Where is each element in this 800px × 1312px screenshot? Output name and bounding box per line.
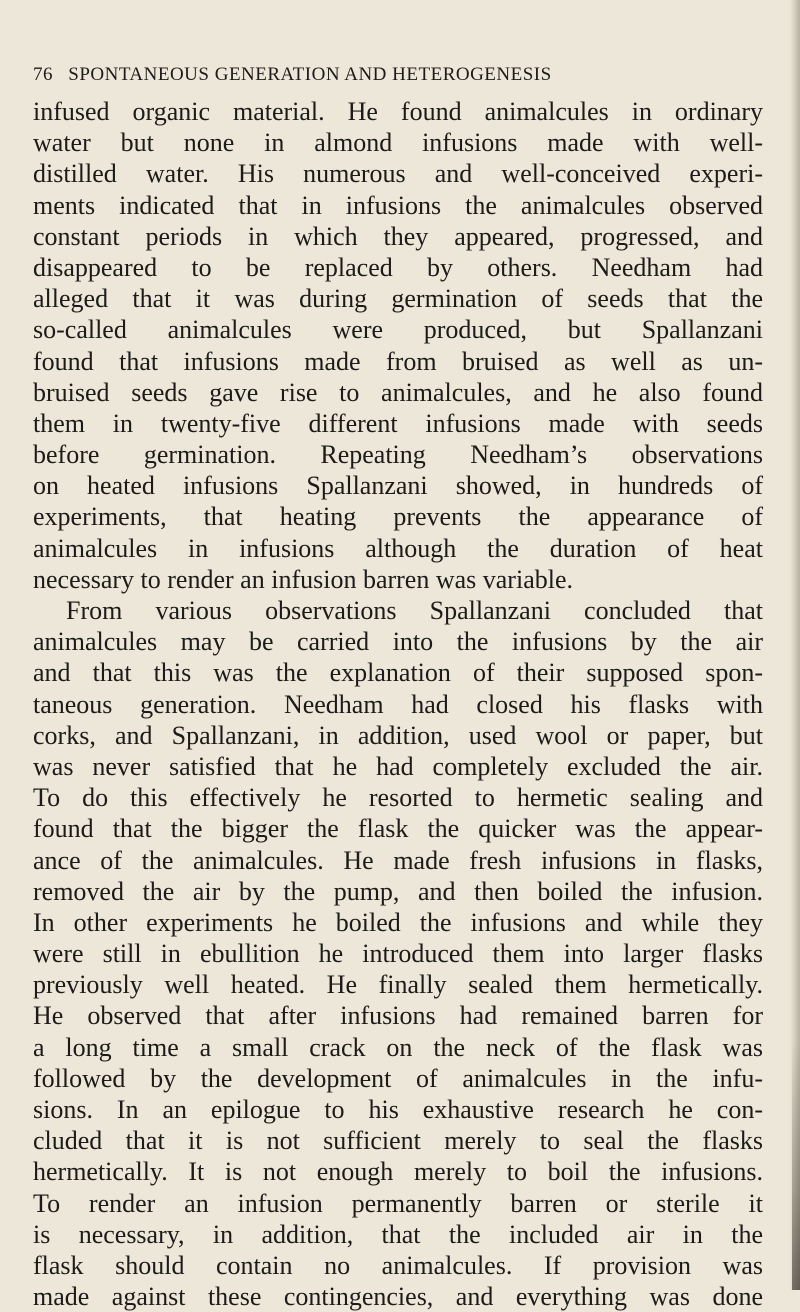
text-line: He observed that after infusions had remained barren for [33,1001,763,1031]
text-line: them in twenty-five different infusions made with seeds [33,408,763,438]
text-line: ance of the animalcules. He made fresh infusions in flasks, [33,845,763,875]
body-text [33,96,763,1312]
text-line: and that this was the explanation of their supposed spon- [33,658,763,688]
text-line: ments indicated that in infusions the animalcules observed [33,190,763,220]
text-line: removed the air by the pump, and then boiled the infusion. [33,876,763,906]
text-line: cluded that it is not sufficient merely to seal the flasks [33,1126,763,1156]
text-line: sions. In an epilogue to his exhaustive research he con- [33,1095,763,1124]
text-line: made against these contingencies, and everything was done [33,1282,763,1312]
text-line: followed by the development of animalcules in the infu- [33,1063,763,1093]
text-line: flask should contain no animalcules. If provision was [33,1250,763,1280]
text-line: corks, and Spallanzani, in addition, used wool or paper, but [33,720,763,750]
text-line: found that the bigger the flask the quicker was the appear- [33,814,763,844]
text-line: was never satisfied that he had completely excluded the air. [33,751,763,781]
page-number: 76 [33,64,53,85]
page-edge-binding-shadow [792,1040,800,1290]
text-line: taneous generation. Needham had closed his flasks with [33,689,763,719]
running-header [33,64,552,86]
running-title: SPONTANEOUS GENERATION AND HETEROGENESIS [68,64,552,85]
text-line: bruised seeds gave rise to animalcules, and he also found [33,377,763,407]
text-line: on heated infusions Spallanzani showed, in hundreds of [33,471,763,501]
text-line: animalcules may be carried into the infusions by the air [33,627,763,657]
text-line: animalcules in infusions although the duration of heat [33,533,763,563]
text-line-paragraph-start: From various observations Spallanzani concluded that [66,596,763,625]
text-line: To do this effectively he resorted to hermetic sealing and [33,783,763,813]
text-line: previously well heated. He finally sealed them hermetically. [33,970,763,1000]
text-line: distilled water. His numerous and well-conceived experi- [33,159,763,189]
text-line: infused organic material. He found animalcules in ordinary [33,97,763,126]
text-line: found that infusions made from bruised as well as un- [33,346,763,376]
text-line: To render an infusion permanently barren or sterile it [33,1188,763,1218]
text-line: alleged that it was during germination of seeds that the [33,284,763,314]
text-line: were still in ebullition he introduced them into larger flasks [33,939,763,969]
text-line: experiments, that heating prevents the appearance of [33,502,763,532]
text-line: a long time a small crack on the neck of the flask was [33,1032,763,1062]
text-line: In other experiments he boiled the infusions and while they [33,907,763,937]
text-line: is necessary, in addition, that the included air in the [33,1219,763,1249]
text-line: necessary to render an infusion barren was variable. [33,564,573,594]
text-line: constant periods in which they appeared, progressed, and [33,221,763,251]
text-line: disappeared to be replaced by others. Needham had [33,252,763,282]
text-line: so-called animalcules were produced, but Spallanzani [33,315,763,345]
text-line: water but none in almond infusions made with well- [33,128,763,158]
text-line: before germination. Repeating Needham’s observations [33,440,763,470]
text-line: hermetically. It is not enough merely to boil the infusions. [33,1157,763,1187]
